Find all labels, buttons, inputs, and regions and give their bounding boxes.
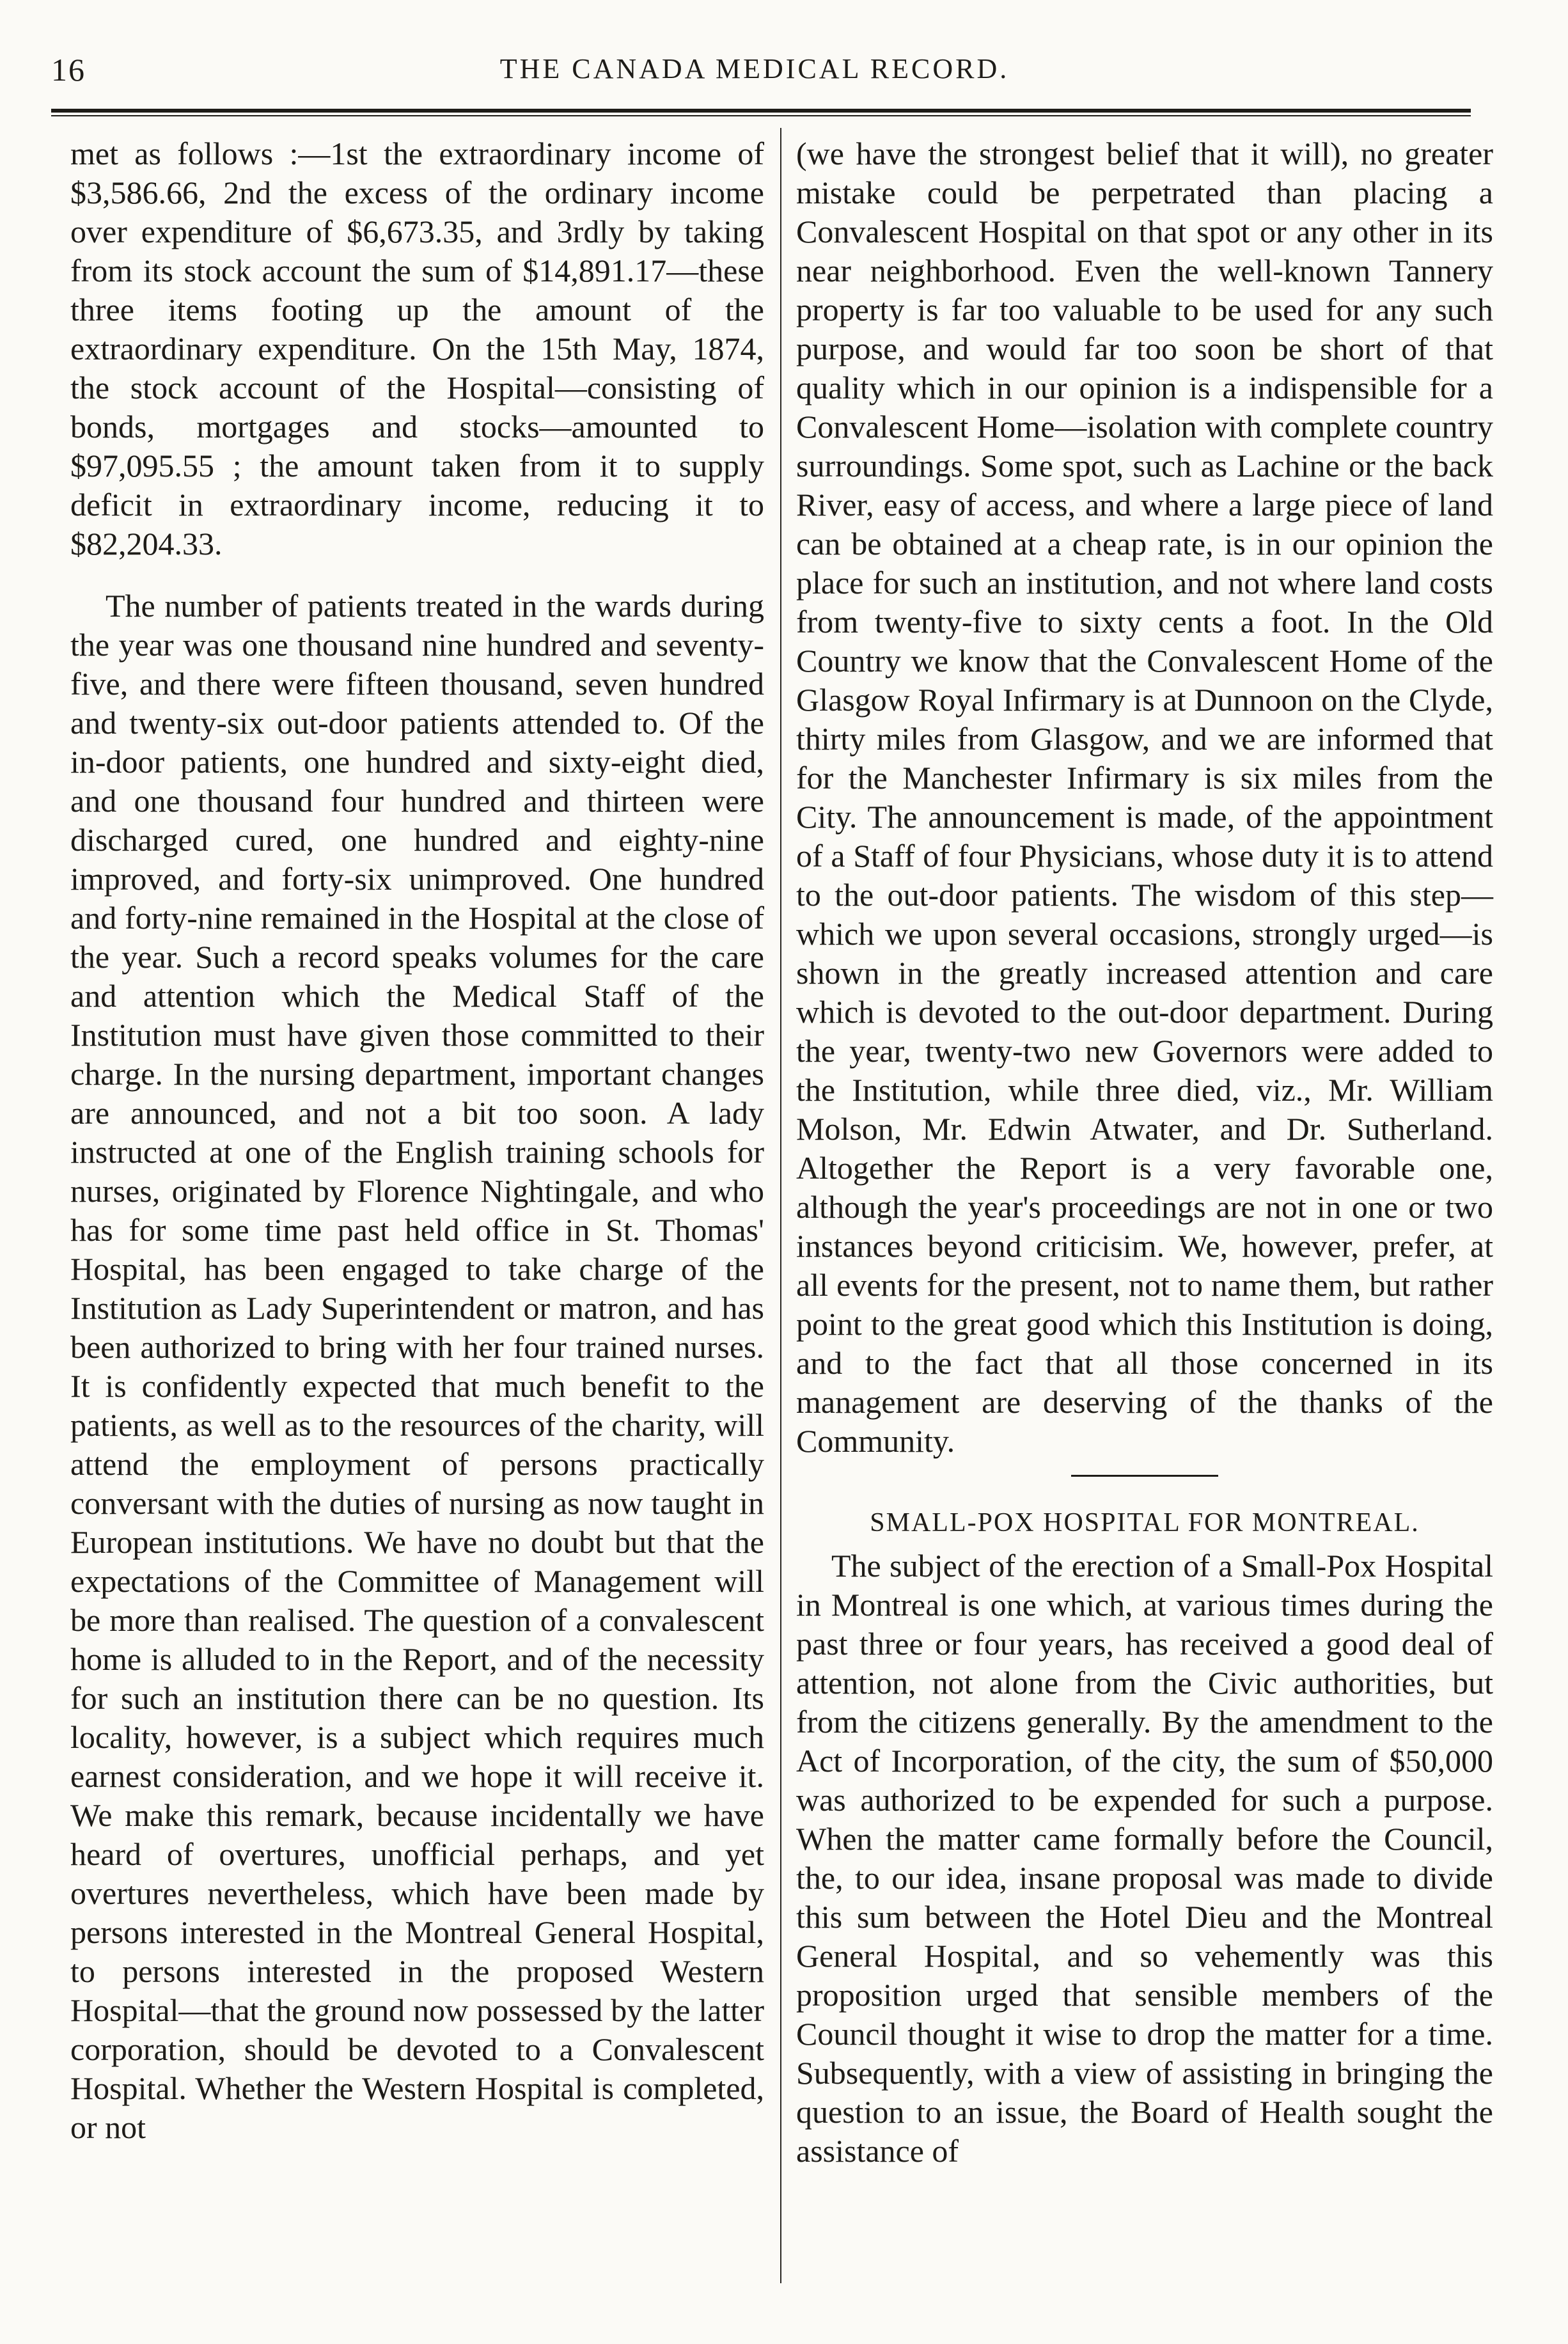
header-rule — [51, 109, 1471, 113]
left-column — [70, 134, 764, 2147]
page-header — [38, 51, 1471, 96]
page-number: 16 — [51, 52, 86, 88]
right-column — [796, 134, 1493, 2171]
header-rule-thin — [51, 115, 1471, 116]
section-title: SMALL-POX HOSPITAL FOR MONTREAL. — [870, 1508, 1420, 1538]
column-divider — [780, 128, 781, 2283]
left-paragraph-1: met as follows :—1st the extraordinary income of $3,586.66, 2nd the excess of the ordinary income over expenditure of $6,673.35, and 3rdly by taking from its stock account the sum of $14,891.17—these three items footing up the amount of the extraordinary expenditure. On the 15th May, 1874, the stock account of the Hospital—consisting of bonds, mortgages and stocks—amounted to $97,095.55 ; the amount taken from it to supply deficit in extraordinary income, reducing it to $82,204.33. — [70, 136, 764, 562]
running-title: THE CANADA MEDICAL RECORD. — [499, 53, 1010, 84]
right-section-paragraph-1: The subject of the erection of a Small-Pox Hospital in Montreal is one which, at various times during the past three or four years, has received a good deal of attention, not alone from the Civic authorities, but from the citizens generally. By the amendment to the Act of Incorporation, of the city, the sum of $50,000 was authorized to be expended for such a purpose. When the matter came formally before the Council, the, to our idea, insane proposal was made to divide this sum between the Hotel Dieu and the Montreal General Hospital, and so vehemently was this proposition urged that sensible members of the Council thought it wise to drop the matter for a time. Subsequently, with a view of assisting in bringing the question to an issue, the Board of Health sought the assistance of — [796, 1548, 1493, 2169]
left-paragraph-2: The number of patients treated in the wards during the year was one thousand nine hundred and seventy-five, and there were fifteen thousand, seven hundred and twenty-six out-door patients attended to. Of the in-door patients, one hundred and sixty-eight died, and one thousand four hundred and thirteen were discharged cured, one hundred and eighty-nine improved, and forty-six unimproved. One hundred and forty-nine remained in the Hospital at the close of the year. Such a record speaks volumes for the care and attention which the Medical Staff of the Institution must have given those committed to their charge. In the nursing department, important changes are announced, and not a bit too soon. A lady instructed at one of the English training schools for nurses, originated by Florence Nightingale, and who has for some time past held office in St. Thomas' Hospital, has been engaged to take charge of the Institution as Lady Superintendent or matron, and has been authorized to bring with her four trained nurses. It is confidently expected that much benefit to the patients, as well as to the resources of the charity, will attend the employment of persons practically conversant with the duties of nursing as now taught in European institutions. We have no doubt but that the expectations of the Committee of Management will be more than realised. The question of a convalescent home is alluded to in the Report, and of the necessity for such an institution there can be no question. Its locality, however, is a subject which requires much earnest consideration, and we hope it will receive it. We make this remark, because incidentally we have heard of overtures, unofficial perhaps, and yet overtures nevertheless, which have been made by persons interested in the Montreal General Hospital, to persons interested in the proposed Western Hospital—that the ground now possessed by the latter corporation, should be devoted to a Convalescent Hospital. Whether the Western Hospital is completed, or not — [70, 588, 764, 2145]
right-paragraph-1: (we have the strongest belief that it will), no greater mistake could be perpetrated than placing a Convalescent Hospital on that spot or any other in its near neighborhood. Even the well-known Tannery property is far too valuable to be used for any such purpose, and would far too soon be short of that quality which in our opinion is a indispensible for a Convalescent Home—isolation with complete country surroundings. Some spot, such as Lachine or the back River, easy of access, and where a large piece of land can be obtained at a cheap rate, is in our opinion the place for such an institution, and not where land costs from twenty-five to sixty cents a foot. In the Old Country we know that the Convalescent Home of the Glasgow Royal Infirmary is at Dunnoon on the Clyde, thirty miles from Glasgow, and we are informed that for the Manchester Infirmary is six miles from the City. The announcement is made, of the appointment of a Staff of four Physicians, whose duty it is to attend to the out-door patients. The wisdom of this step—which we upon several occasions, strongly urged—is shown in the greatly increased attention and care which is devoted to the out-door department. During the year, twenty-two new Governors were added to the Institution, while three died, viz., Mr. William Molson, Mr. Edwin Atwater, and Dr. Sutherland. Altogether the Report is a very favorable one, although the year's proceedings are not in one or two instances beyond criticisim. We, however, prefer, at all events for the present, not to name them, but rather point to the great good which this Institution is doing, and to the fact that all those concerned in its management are deserving of the thanks of the Community. — [796, 136, 1493, 1459]
section-separator-rule — [1071, 1475, 1218, 1477]
